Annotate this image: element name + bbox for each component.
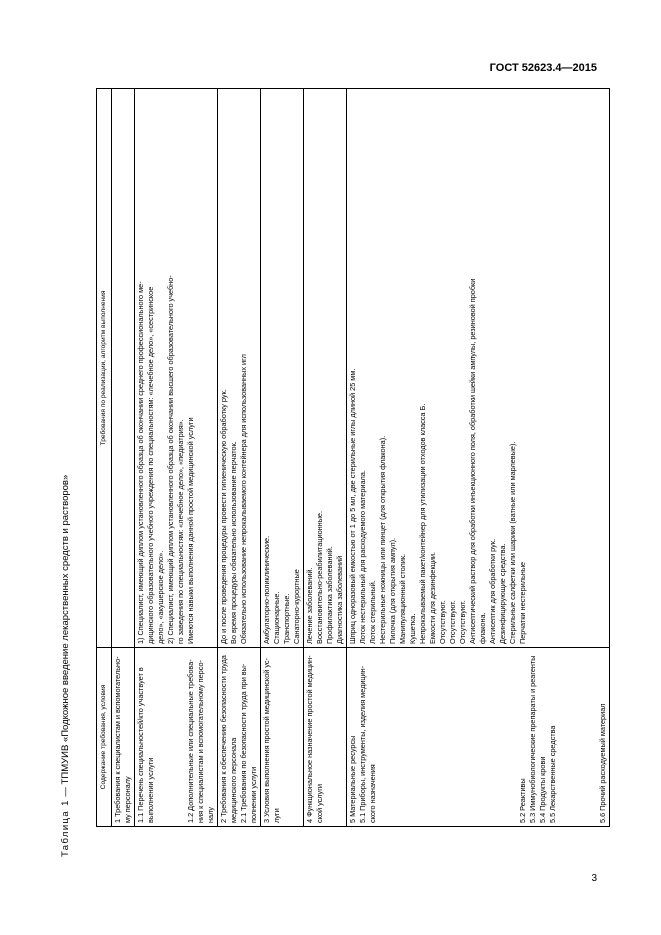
table-row [304,89,347,827]
header-condition: Содержание требования, условия [97,648,112,827]
cell-line: Манипуляционный столик. [398,553,407,644]
cell-line: го заведения по специальностям: «лечебное дело», «педиатрия». [176,419,185,644]
requirements-table [96,88,610,827]
condition-cell [261,648,304,827]
cell-line: Лоток нестерильный для расходуемого материала. [358,470,367,644]
condition-cell [112,648,135,827]
table-row [218,89,261,827]
cell-line: 1 Требования к специалистам и вспомогательно- [113,656,122,823]
cell-line: ской услуги [315,784,324,823]
cell-line: 5.4 Продукты крови [538,756,547,823]
cell-line: 5.3 Иммунобиологические препараты и реагенты [528,655,537,823]
requirement-cell [218,89,261,648]
cell-line: Шприц одноразовый емкостью от 1 до 5 мл, две стерильные иглы длиной 25 мм. [348,368,357,644]
cell-line: Имеются навыки выполнения данной простой медицинской услуги [186,417,195,644]
cell-line: Стационарные. [272,591,281,644]
table-caption-label: Таблица 1 [60,799,71,857]
cell-line: Отсутствуют. [438,600,447,644]
requirement-cell [347,89,610,648]
table-header-row [97,89,112,827]
table-row [112,89,135,827]
cell-line: 5.6 Прочий расходуемый материал [598,703,607,823]
cell-line: Санаторно-курортные [292,569,301,644]
cell-line: Кушетка. [408,613,417,644]
cell-line: Пилочка (для открытия ампул). [388,537,397,644]
header-requirement: Требования по реализации, алгоритм выполнения [97,89,112,648]
condition-cell [135,648,218,827]
cell-line: Емкости для дезинфекции. [428,551,437,644]
document-code: ГОСТ 52623.4—2015 [489,62,597,74]
cell-line: До и после проведения процедуры провести гигиеническую обработку рук. [219,389,228,644]
table-caption [60,475,72,857]
cell-line: 5.1 Приборы, инструменты, изделия медицин- [358,665,367,823]
cell-line: Отсутствуют. [458,600,467,644]
cell-line: медицинского персонала [229,737,238,823]
cell-line: 2) Специалист, имеющий диплом установленного образца об окончании высшего образовательного учебно- [166,275,175,644]
cell-line: налу [206,807,215,823]
cell-line: 3 Условия выполнения простой медицинской ус- [262,657,271,823]
cell-line: 1) Специалист, имеющий диплом установленного образца об окончании среднего профессионального ме- [136,281,145,644]
cell-line: дело», «акушерское дело». [156,550,165,644]
condition-cell [347,648,610,827]
requirement-cell [261,89,304,648]
page-number: 3 [591,873,597,884]
cell-line: 5.5 Лекарственные средства [548,725,557,823]
table-row [261,89,304,827]
cell-line: полнении услуги [249,766,258,823]
cell-line: ния к специалистам и вспомогательному персо- [196,660,205,823]
cell-line: Обязательно использование непрокалываемого контейнера для использованных игл [239,354,248,644]
cell-line: выполнении услуги [146,757,155,823]
cell-line: Перчатки нестерильные [518,561,527,644]
table-caption-title: — ТПМУИВ «Подкожное введение лекарственных средств и растворов» [60,474,71,800]
cell-line: Антисептический раствор для обработки инъекционного поля, обработки шейки ампулы, резиновой пробки [468,278,477,644]
cell-line: 5 Материальные ресурсы [348,735,357,823]
cell-line: 2 Требования к обеспечению безопасности труда [219,655,228,823]
cell-line: луги [272,808,281,823]
cell-line: Стерильные салфетки или шарики (ватные или марлевые). [508,441,517,644]
cell-line: Лечение заболеваний. [305,567,314,644]
cell-line: Во время процедуры обязательно использование перчаток. [229,441,238,644]
cell-line: му персоналу [123,776,132,823]
condition-cell [304,648,347,827]
table-row [347,89,610,827]
cell-line: 1.2 Дополнительные или специальные требова- [186,659,195,823]
requirement-cell [304,89,347,648]
cell-line: флакона. [478,612,487,644]
requirement-cell [112,89,135,648]
cell-line: Дезинфицирующие средства. [498,543,507,644]
cell-line: 5.2 Реактивы [518,778,527,823]
rotated-table-area [60,87,607,857]
cell-line: Лоток стерильный. [368,580,377,644]
cell-line: Непрокалываемый пакет/контейнер для утилизации отходов класса Б. [418,403,427,644]
condition-cell [218,648,261,827]
cell-line: Транспортные. [282,593,291,644]
requirement-cell [135,89,218,648]
cell-line: Нестерильные ножницы или пинцет (для открытия флакона). [378,435,387,644]
cell-line: 2.1 Требования по безопасности труда при вы- [239,663,248,823]
cell-line: Отсутствуют. [448,600,457,644]
cell-line: дицинского образовательного учебного учреждения по специальностям: «лечебное дело», «сестринское [146,286,155,644]
cell-line: Антисептик для обработки рук. [488,538,497,644]
cell-line: Амбулаторно-поликлинические. [262,535,271,644]
cell-line: Диагностика заболеваний [335,555,344,644]
cell-line: Восстановительно-реабилитационные. [315,510,324,644]
cell-line: Профилактика заболеваний. [325,546,334,644]
table-row [135,89,218,827]
cell-line: 4 Функциональное назначение простой медицин- [305,655,314,823]
cell-line: 1.1 Перечень специальностей/кто участвует в [136,667,145,823]
cell-line: ского назначения [368,764,377,823]
